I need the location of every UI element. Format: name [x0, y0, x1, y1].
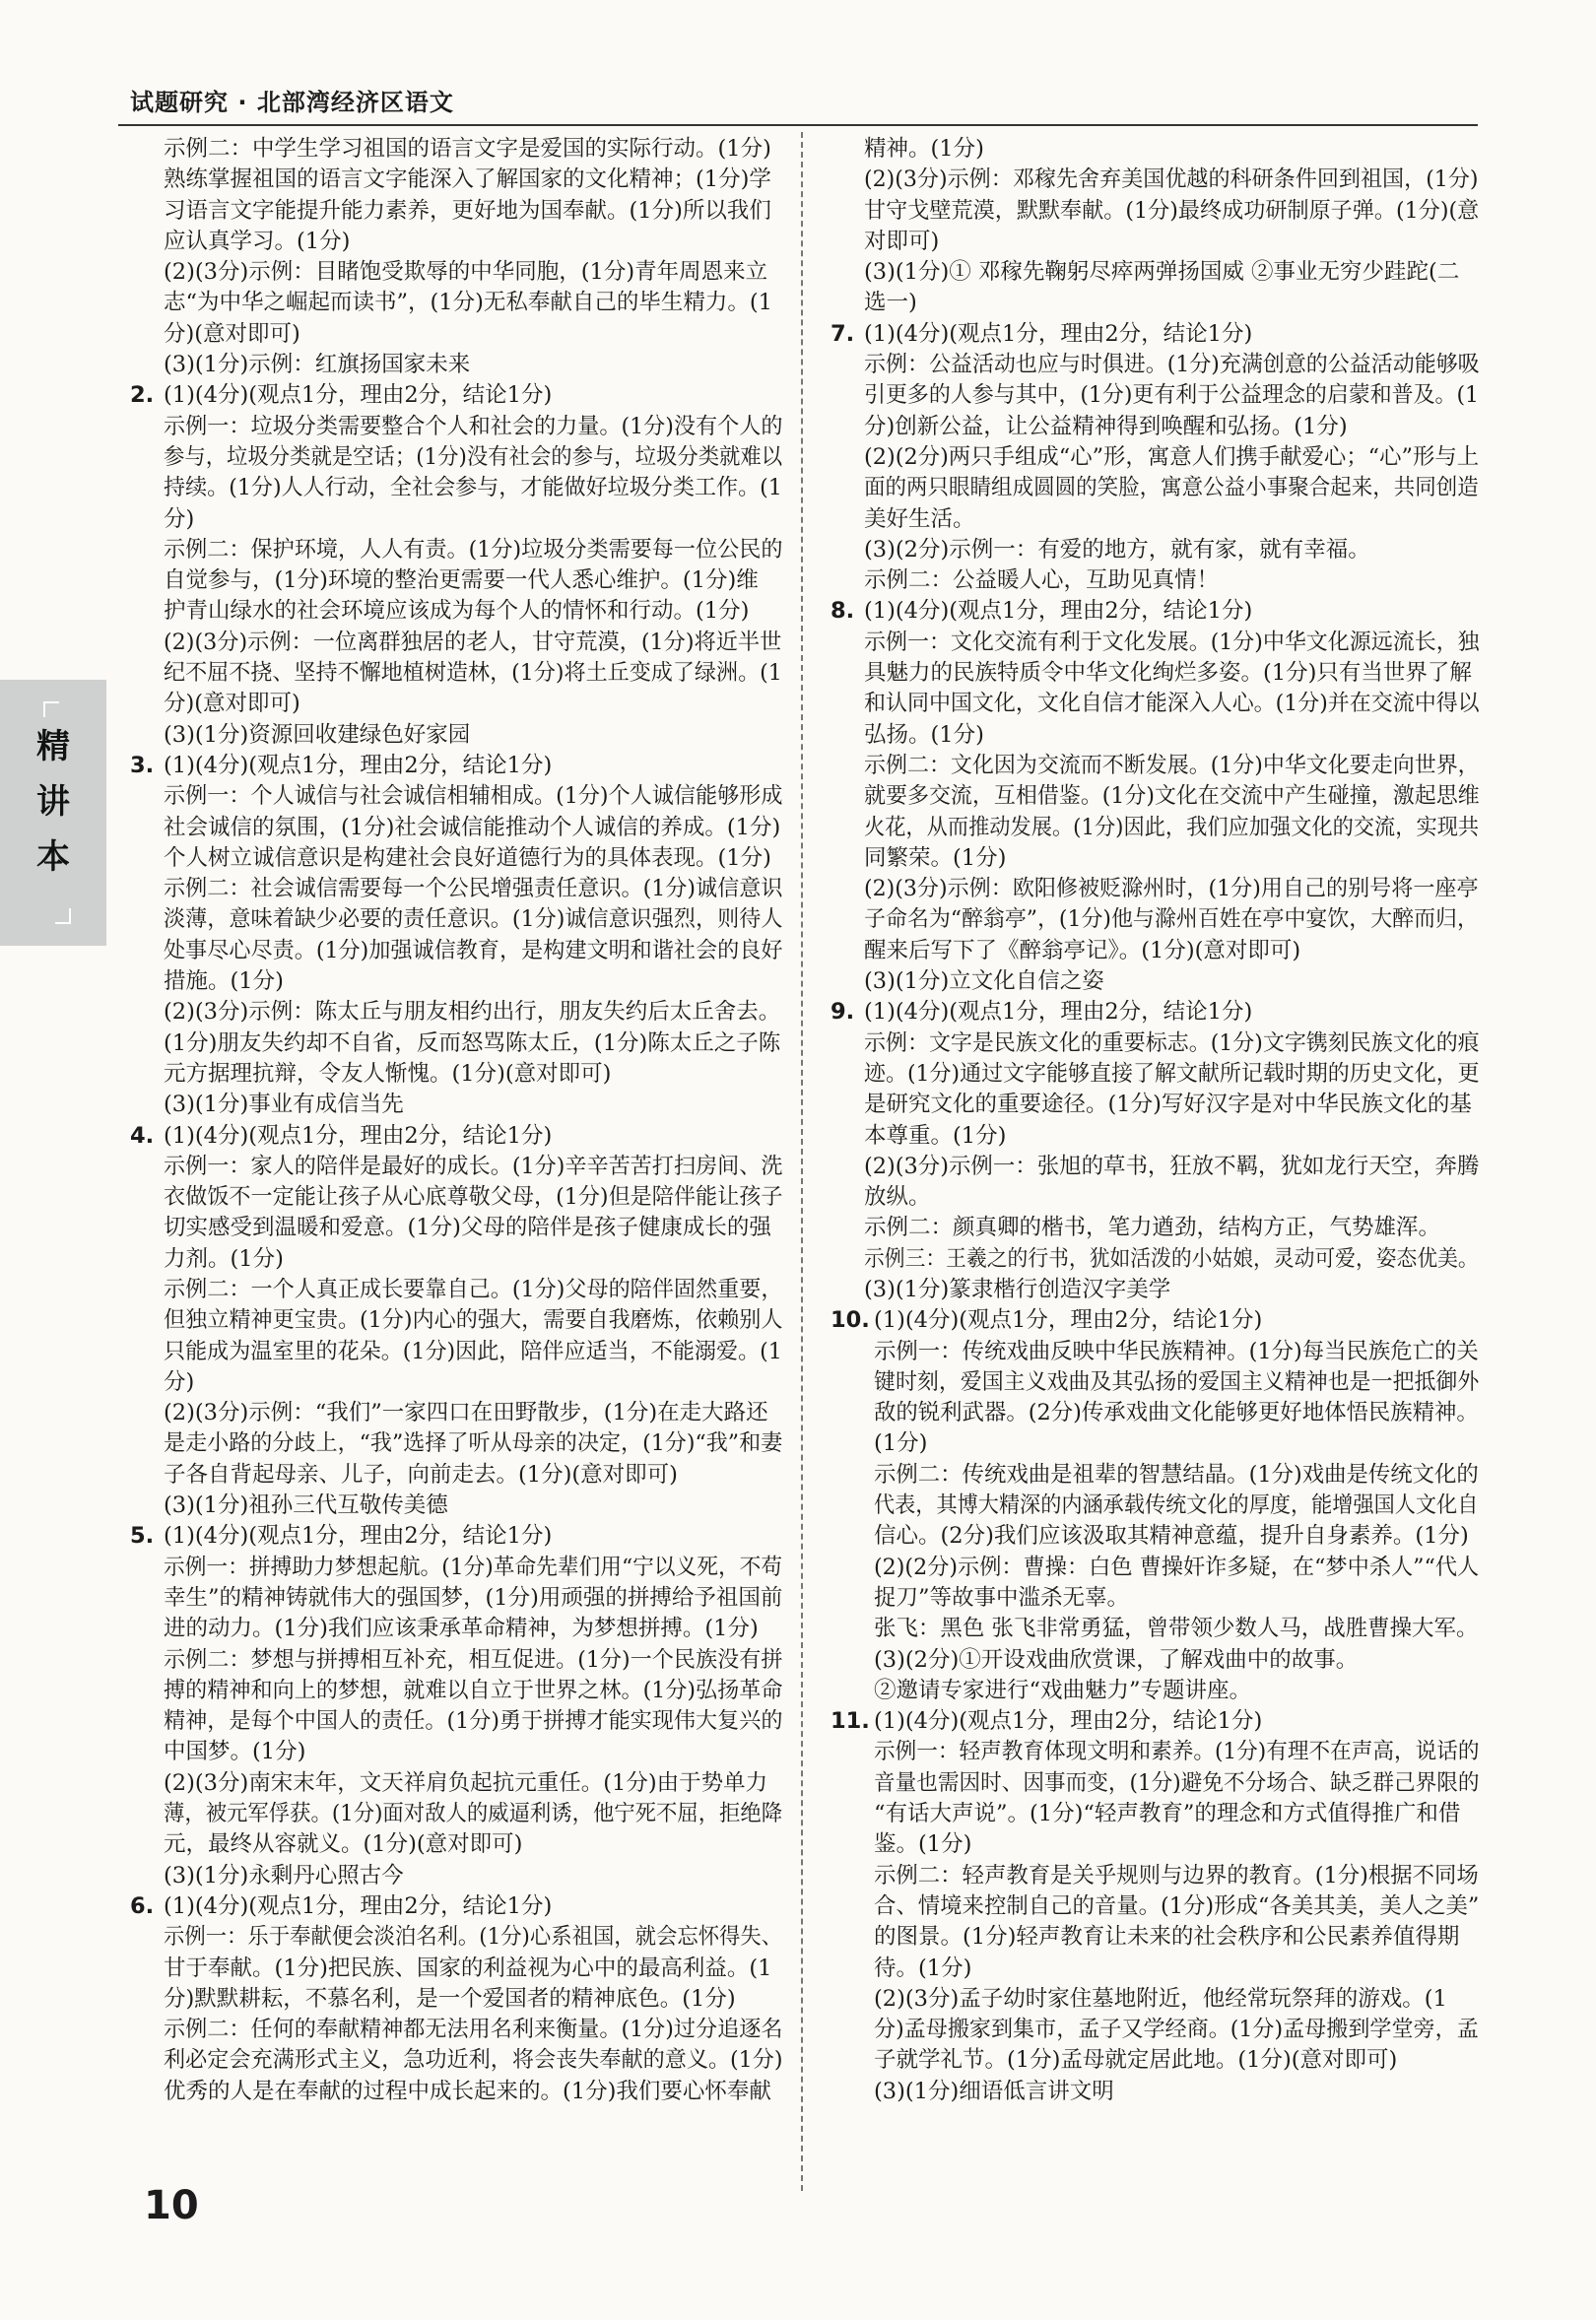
- left-column: [130, 134, 782, 2107]
- answer-block: [831, 596, 1479, 997]
- answer-block: [130, 751, 782, 1121]
- answer-line: 音量也需因时、因事而变，(1分)避免不分场合、缺乏群己界限的: [874, 1769, 1480, 1796]
- answer-line: (3)(1分)细语低言讲文明: [874, 2078, 1114, 2104]
- answer-line: 示例二：一个人真正成长要靠自己。(1分)父母的陪伴固然重要，: [164, 1276, 783, 1302]
- answer-line: 社会诚信的氛围，(1分)社会诚信能推动个人诚信的养成。(1分): [164, 814, 781, 840]
- page-number: 10: [144, 2183, 199, 2228]
- answer-line: (3)(2分)示例一：有爱的地方，就有家，就有幸福。: [864, 536, 1370, 563]
- answer-line: 自觉参与，(1分)环境的整治更需要一代人悉心维护。(1分)维: [164, 567, 759, 594]
- continued-answer: [831, 134, 1479, 319]
- answer-line: 处事尽心尽责。(1分)加强诚信教育，是构建文明和谐社会的良好: [164, 937, 783, 963]
- column-divider: [801, 132, 803, 2191]
- side-tab-char: 讲: [36, 782, 70, 822]
- answer-line: 志“为中华之崛起而读书”，(1分)无私奉献自己的毕生精力。(1: [164, 290, 772, 316]
- answer-line: 熟练掌握祖国的语言文字能深入了解国家的文化精神；(1分)学: [164, 166, 771, 193]
- answer-line: 美好生活。: [864, 505, 975, 532]
- answer-line: 本尊重。(1分): [864, 1122, 1007, 1149]
- answer-line: 醒来后写下了《醉翁亭记》。(1分)(意对即可): [864, 937, 1301, 963]
- side-tab-char: 本: [36, 837, 70, 877]
- answer-line: (1)(4分)(观点1分，理由2分，结论1分): [874, 1708, 1263, 1735]
- answer-line: (3)(1分)① 邓稼先鞠躬尽瘁两弹扬国威 ②事业无穷少跬跎(二: [864, 259, 1460, 286]
- answer-line: 引更多的人参与其中，(1分)更有利于公益理念的启蒙和普及。(1: [864, 382, 1479, 409]
- answer-line: 子命名为“醉翁亭”，(1分)他与滁州百姓在亭中宴饮，大醉而归，: [864, 906, 1479, 933]
- answer-line: 纪不屈不挠、坚持不懈地植树造林，(1分)将土丘变成了绿洲。(1: [164, 660, 782, 687]
- answer-line: ②邀请专家进行“戏曲魅力”专题讲座。: [874, 1677, 1252, 1703]
- answer-line: 示例二：文化因为交流而不断发展。(1分)中华文化要走向世界，: [864, 752, 1480, 778]
- answer-line: 优秀的人是在奉献的过程中成长起来的。(1分)我们要心怀奉献: [164, 2078, 771, 2104]
- running-header: 试题研究 · 北部湾经济区语文: [130, 89, 454, 116]
- answer-line: 切实感受到温暖和爱意。(1分)父母的陪伴是孩子健康成长的强: [164, 1215, 771, 1241]
- answer-line: (1)(4分)(观点1分，理由2分，结论1分): [874, 1307, 1263, 1334]
- answer-line: 鉴。(1分): [874, 1831, 972, 1858]
- answer-line: (2)(3分)南宋末年，文天祥肩负起抗元重任。(1分)由于势单力: [164, 1769, 768, 1796]
- question-number: 6.: [130, 1892, 155, 1919]
- answer-line: 分)默默耕耘，不慕名利，是一个爱国者的精神底色。(1分): [164, 1985, 736, 2012]
- answer-line: 选一): [864, 290, 917, 316]
- question-number: 9.: [831, 999, 855, 1026]
- answer-line: (1分): [874, 1430, 928, 1457]
- answer-line: (3)(2分)①开设戏曲欣赏课，了解戏曲中的故事。: [874, 1646, 1359, 1673]
- answer-line: 具魅力的民族特质令中华文化绚烂多姿。(1分)只有当世界了解: [864, 660, 1472, 687]
- answer-line: 示例一：传统戏曲反映中华民族精神。(1分)每当民族危亡的关: [874, 1338, 1479, 1364]
- corner-mark-icon: [55, 908, 71, 924]
- answer-line: 分): [164, 505, 195, 532]
- answer-line: 放纵。: [864, 1184, 931, 1211]
- answer-line: (2)(3分)示例：一位离群独居的老人，甘守荒漠，(1分)将近半世: [164, 629, 782, 655]
- answer-line: 但独立精神更宝贵。(1分)内心的强大，需要自我磨炼，依赖别人: [164, 1307, 783, 1334]
- answer-line: 示例二：梦想与拼搏相互补充，相互促进。(1分)一个民族没有拼: [164, 1646, 783, 1673]
- answer-line: (2)(2分)两只手组成“心”形，寓意人们携手献爱心；“心”形与上: [864, 443, 1480, 470]
- answer-line: 示例二：保护环境，人人有责。(1分)垃圾分类需要每一位公民的: [164, 536, 783, 563]
- answer-line: 信心。(2分)我们应该汲取其精神意蕴，提升自身素养。(1分): [874, 1523, 1469, 1550]
- answer-line: 合、情境来控制自己的音量。(1分)形成“各美其美，美人之美”: [874, 1892, 1480, 1919]
- answer-line: 和认同中国文化，文化自信才能深入人心。(1分)并在交流中得以: [864, 691, 1480, 717]
- answer-line: (1分)朋友失约却不自省，反而怒骂陈太丘，(1分)陈太丘之子陈: [164, 1029, 781, 1056]
- answer-line: 键时刻，爱国主义戏曲及其弘扬的爱国主义精神也是一把抵御外: [874, 1368, 1480, 1395]
- answer-line: 示例：公益活动也应与时俱进。(1分)充满创意的公益活动能够吸: [864, 352, 1480, 378]
- answer-line: 示例二：轻声教育是关乎规则与边界的教育。(1分)根据不同场: [874, 1862, 1479, 1889]
- answer-line: 分)(意对即可): [164, 691, 300, 717]
- answer-line: 子各自背起母亲、儿子，向前走去。(1分)(意对即可): [164, 1461, 678, 1488]
- answer-line: 元，最终从容就义。(1分)(意对即可): [164, 1831, 523, 1858]
- question-number: 5.: [130, 1523, 155, 1550]
- answer-line: 进的动力。(1分)我们应该秉承革命精神，为梦想拼搏。(1分): [164, 1616, 759, 1642]
- answer-line: “有话大声说”。(1分)“轻声教育”的理念和方式值得推广和借: [874, 1801, 1461, 1827]
- answer-line: 持续。(1分)人人行动，全社会参与，才能做好垃圾分类工作。(1: [164, 475, 782, 501]
- answer-line: (1)(4分)(观点1分，理由2分，结论1分): [864, 320, 1253, 347]
- answer-line: 措施。(1分): [164, 968, 284, 995]
- answer-line: 示例一：文化交流有利于文化发展。(1分)中华文化源远流长，独: [864, 629, 1480, 655]
- answer-line: (2)(3分)示例：目睹饱受欺辱的中华同胞，(1分)青年周恩来立: [164, 259, 768, 286]
- question-number: 4.: [130, 1122, 155, 1149]
- answer-line: (2)(3分)示例：“我们”一家四口在田野散步，(1分)在走大路还: [164, 1400, 768, 1426]
- answer-block: [130, 1891, 782, 2107]
- answer-line: (1)(4分)(观点1分，理由2分，结论1分): [164, 1122, 553, 1149]
- answer-line: (3)(1分)篆隶楷行创造汉字美学: [864, 1276, 1171, 1302]
- answer-line: (2)(3分)示例：陈太丘与朋友相约出行，朋友失约后太丘舍去。: [164, 999, 781, 1026]
- answer-block: [130, 1121, 782, 1522]
- side-tab-char: 精: [36, 727, 70, 766]
- answer-line: (3)(1分)永剩丹心照古今: [164, 1862, 404, 1889]
- side-tab: [0, 680, 106, 946]
- answer-line: 分): [164, 1368, 195, 1395]
- answer-line: (3)(1分)事业有成信当先: [164, 1092, 404, 1118]
- answer-line: 张飞：黑色 张飞非常勇猛，曾带领少数人马，战胜曹操大军。: [874, 1616, 1479, 1642]
- answer-line: 示例一：垃圾分类需要整合个人和社会的力量。(1分)没有个人的: [164, 413, 783, 439]
- question-number: 8.: [831, 598, 855, 625]
- answer-line: (2)(3分)示例：邓稼先舍弃美国优越的科研条件回到祖国，(1分): [864, 166, 1479, 193]
- answer-line: 幸生”的精神铸就伟大的强国梦，(1分)用顽强的拼搏给予祖国前: [164, 1584, 783, 1611]
- answer-line: 习语言文字能提升能力素养，更好地为国奉献。(1分)所以我们: [164, 197, 771, 224]
- answer-line: 个人树立诚信意识是构建社会良好道德行为的具体表现。(1分): [164, 844, 771, 871]
- answer-line: 是研究文化的重要途径。(1分)写好汉字是对中华民族文化的基: [864, 1092, 1472, 1118]
- answer-line: 对即可): [864, 228, 940, 254]
- answer-line: 甘守戈壁荒漠，默默奉献。(1分)最终成功研制原子弹。(1分)(意: [864, 197, 1480, 224]
- question-number: 2.: [130, 382, 155, 409]
- answer-line: 示例二：中学生学习祖国的语言文字是爱国的实际行动。(1分): [164, 136, 771, 162]
- answer-block: [831, 319, 1479, 597]
- question-number: 10.: [831, 1307, 870, 1334]
- answer-line: 示例二：社会诚信需要每一个公民增强责任意识。(1分)诚信意识: [164, 876, 783, 902]
- answer-line: 示例一：轻声教育体现文明和素养。(1分)有理不在声高，说话的: [874, 1739, 1480, 1765]
- right-column: [831, 134, 1479, 2107]
- answer-line: 火花，从而推动发展。(1分)因此，我们应加强文化的交流，实现共: [864, 814, 1480, 840]
- answer-line: 捉刀”等故事中滥杀无辜。: [874, 1584, 1130, 1611]
- answer-line: (1)(4分)(观点1分，理由2分，结论1分): [164, 1523, 553, 1550]
- answer-line: (1)(4分)(观点1分，理由2分，结论1分): [164, 382, 553, 409]
- answer-block: [831, 1305, 1479, 1706]
- answer-line: 淡薄，意味着缺少必要的责任意识。(1分)诚信意识强烈，则待人: [164, 906, 783, 933]
- answer-line: 示例一：乐于奉献便会淡泊名利。(1分)心系祖国，就会忘怀得失、: [164, 1924, 783, 1951]
- answer-line: 示例二：公益暖人心，互助见真情！: [864, 567, 1220, 594]
- answer-block: [831, 1706, 1479, 2107]
- answer-line: 分)孟母搬家到集市，孟子又学经商。(1分)孟母搬到学堂旁，孟: [874, 2017, 1479, 2043]
- answer-line: 待。(1分): [874, 1955, 972, 1981]
- answer-line: 只能成为温室里的花朵。(1分)因此，陪伴应适当，不能溺爱。(1: [164, 1338, 782, 1364]
- answer-line: 衣做饭不一定能让孩子从心底尊敬父母，(1分)但是陪伴能让孩子: [164, 1184, 783, 1211]
- answer-line: 中国梦。(1分): [164, 1739, 306, 1765]
- answer-line: (3)(1分)示例：红旗扬国家未来: [164, 352, 471, 378]
- answer-line: (1)(4分)(观点1分，理由2分，结论1分): [864, 999, 1253, 1026]
- answer-line: 代表，其博大精深的内涵承载传统文化的厚度，能增强国人文化自: [874, 1492, 1479, 1519]
- answer-line: 的图景。(1分)轻声教育让未来的社会秩序和公民素养值得期: [874, 1924, 1460, 1951]
- answer-block: [130, 1521, 782, 1891]
- answer-line: 示例：文字是民族文化的重要标志。(1分)文字镌刻民族文化的痕: [864, 1029, 1480, 1056]
- answer-line: 弘扬。(1分): [864, 721, 984, 748]
- answer-line: 参与，垃圾分类就是空话；(1分)没有社会的参与，垃圾分类就难以: [164, 443, 783, 470]
- answer-line: (1)(4分)(观点1分，理由2分，结论1分): [164, 752, 553, 778]
- answer-line: 利必定会充满形式主义，急功近利，将会丧失奉献的意义。(1分): [164, 2047, 783, 2074]
- header-rule: [118, 124, 1478, 126]
- continued-answer: [130, 134, 782, 380]
- answer-line: 甘于奉献。(1分)把民族、国家的利益视为心中的最高利益。(1: [164, 1955, 772, 1981]
- answer-line: 是走小路的分歧上，“我”选择了听从母亲的决定，(1分)“我”和妻: [164, 1430, 783, 1457]
- answer-line: 子就学礼节。(1分)孟母就定居此地。(1分)(意对即可): [874, 2047, 1398, 2074]
- answer-line: 示例三：王羲之的行书，犹如活泼的小姑娘，灵动可爱，姿态优美。: [864, 1245, 1479, 1272]
- answer-line: 示例一：个人诚信与社会诚信相辅相成。(1分)个人诚信能够形成: [164, 783, 783, 810]
- answer-line: 搏的精神和向上的梦想，就难以自立于世界之林。(1分)弘扬革命: [164, 1677, 783, 1703]
- answer-line: 示例二：颜真卿的楷书，笔力遒劲，结构方正，气势雄浑。: [864, 1215, 1441, 1241]
- answer-line: 分)创新公益，让公益精神得到唤醒和弘扬。(1分): [864, 413, 1348, 439]
- answer-line: 同繁荣。(1分): [864, 844, 1007, 871]
- answer-line: 面的两只眼睛组成圆圆的笑脸，寓意公益小事聚合起来，共同创造: [864, 475, 1479, 501]
- answer-line: 示例一：家人的陪伴是最好的成长。(1分)辛辛苦苦打扫房间、洗: [164, 1153, 783, 1179]
- answer-line: 应认真学习。(1分): [164, 228, 351, 254]
- answer-line: (2)(3分)示例：欧阳修被贬滁州时，(1分)用自己的别号将一座亭: [864, 876, 1479, 902]
- answer-line: 示例二：任何的奉献精神都无法用名利来衡量。(1分)过分追逐名: [164, 2017, 783, 2043]
- answer-line: 就要多交流，互相借鉴。(1分)文化在交流中产生碰撞，激起思维: [864, 783, 1480, 810]
- answer-line: (2)(3分)示例一：张旭的草书，狂放不羁，犹如龙行天空，奔腾: [864, 1153, 1480, 1179]
- answer-line: 薄，被元军俘获。(1分)面对敌人的威逼利诱，他宁死不屈，拒绝降: [164, 1801, 783, 1827]
- answer-line: 精神，是每个中国人的责任。(1分)勇于拼搏才能实现伟大复兴的: [164, 1708, 783, 1735]
- answer-line: (3)(1分)立文化自信之姿: [864, 968, 1104, 995]
- answer-line: 敌的锐利武器。(2分)传承戏曲文化能够更好地体悟民族精神。: [874, 1400, 1479, 1426]
- answer-line: (3)(1分)资源回收建绿色好家园: [164, 721, 471, 748]
- corner-mark-icon: [43, 701, 59, 717]
- question-number: 11.: [831, 1708, 870, 1735]
- answer-line: (1)(4分)(观点1分，理由2分，结论1分): [164, 1892, 553, 1919]
- answer-line: (2)(3分)孟子幼时家住墓地附近，他经常玩祭拜的游戏。(1: [874, 1985, 1447, 2012]
- answer-line: 元方据理抗辩，令友人惭愧。(1分)(意对即可): [164, 1060, 612, 1087]
- answer-line: 护青山绿水的社会环境应该成为每个人的情怀和行动。(1分): [164, 598, 750, 625]
- answer-line: 力剂。(1分): [164, 1245, 284, 1272]
- question-number: 7.: [831, 320, 855, 347]
- answer-line: 迹。(1分)通过文字能够直接了解文献所记载时期的历史文化，更: [864, 1060, 1480, 1087]
- answer-line: (3)(1分)祖孙三代互敬传美德: [164, 1492, 448, 1519]
- answer-line: 示例二：传统戏曲是祖辈的智慧结晶。(1分)戏曲是传统文化的: [874, 1461, 1479, 1488]
- answer-block: [130, 380, 782, 751]
- answer-line: 精神。(1分): [864, 136, 984, 162]
- answer-line: 示例一：拼搏助力梦想起航。(1分)革命先辈们用“宁以义死，不苟: [164, 1554, 783, 1580]
- answer-line: (2)(2分)示例：曹操：白色 曹操奸诈多疑，在“梦中杀人”“代人: [874, 1554, 1480, 1580]
- side-tab-label: [0, 719, 106, 885]
- answer-block: [831, 997, 1479, 1305]
- answer-line: 分)(意对即可): [164, 320, 300, 347]
- question-number: 3.: [130, 752, 155, 778]
- answer-line: (1)(4分)(观点1分，理由2分，结论1分): [864, 598, 1253, 625]
